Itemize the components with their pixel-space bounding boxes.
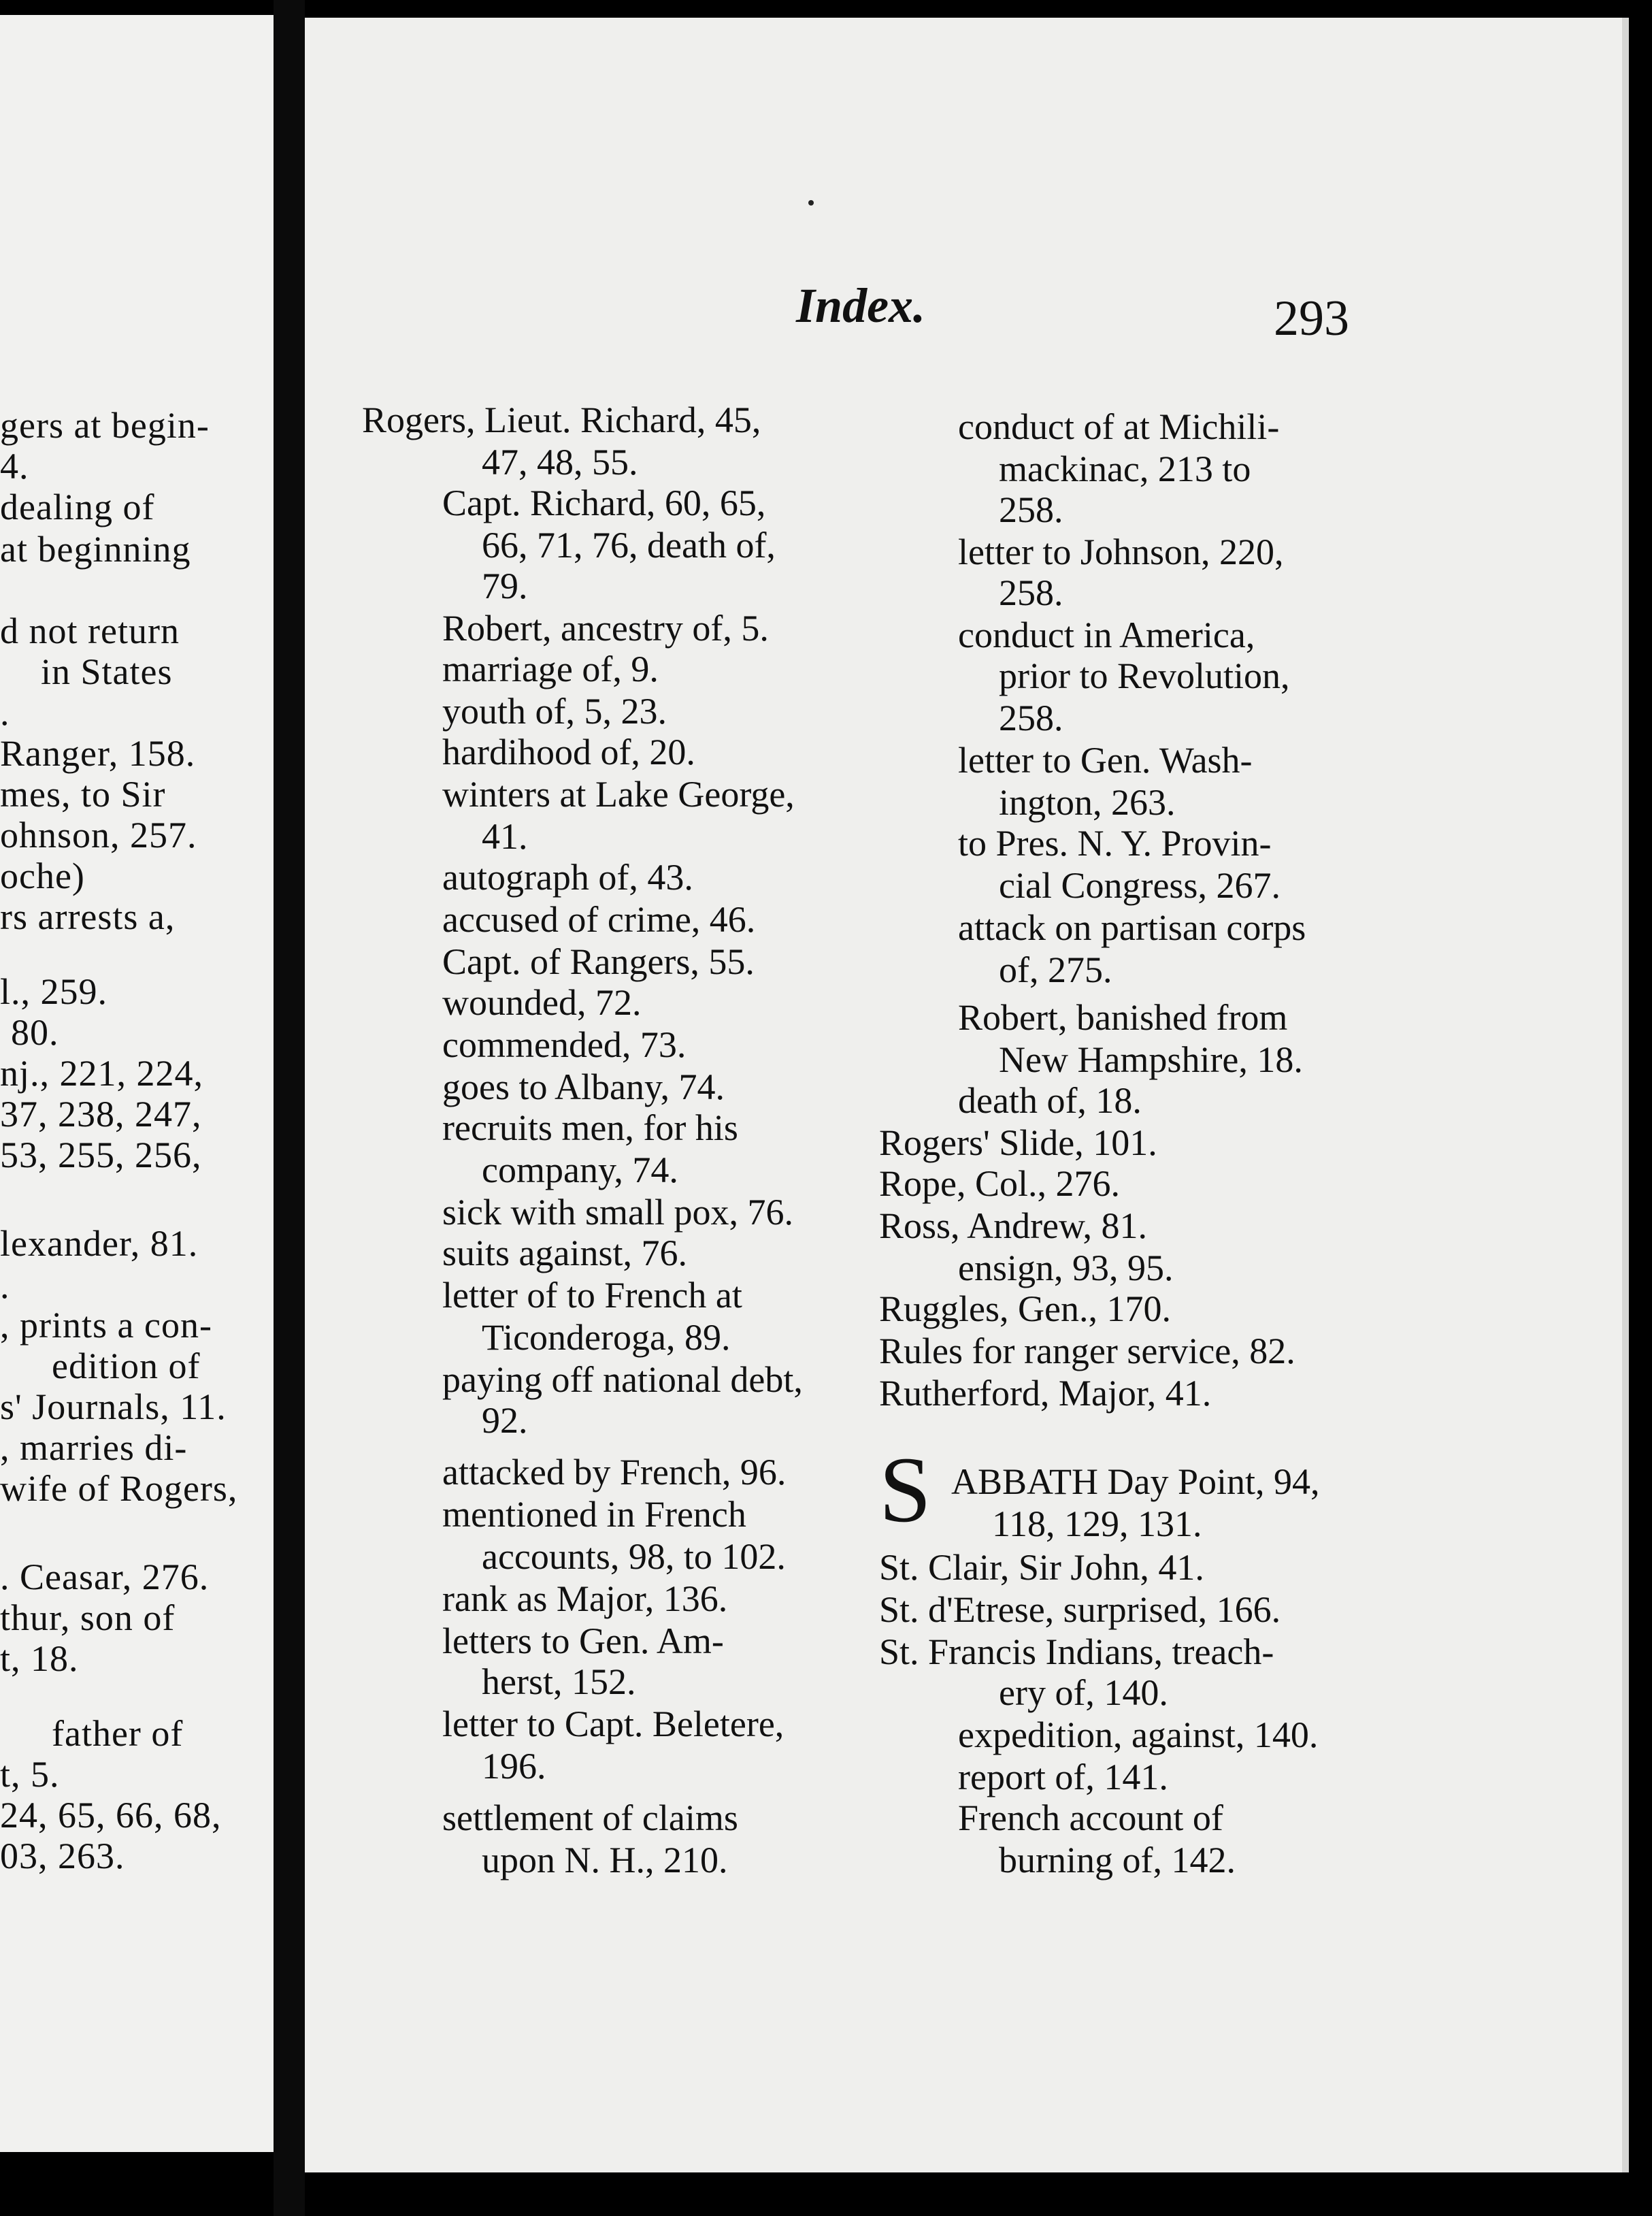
index-entry: winters at Lake George,	[442, 774, 795, 815]
left-line: nj., 221, 224,	[0, 1053, 204, 1094]
left-line: t, 5.	[0, 1754, 60, 1795]
left-line: in States	[41, 651, 173, 692]
index-entry: Ruggles, Gen., 170.	[879, 1288, 1171, 1329]
index-entry: attacked by French, 96.	[442, 1452, 787, 1493]
index-entry: St. d'Etrese, surprised, 166.	[879, 1589, 1281, 1630]
index-entry: St. Francis Indians, treach-	[879, 1631, 1274, 1672]
index-entry: conduct of at Michili-	[958, 406, 1280, 447]
drop-cap-s: S	[879, 1437, 931, 1542]
left-line: lexander, 81.	[0, 1223, 199, 1264]
index-entry: 118, 129, 131.	[992, 1503, 1202, 1544]
index-entry: 196.	[482, 1746, 546, 1787]
index-entry: ensign, 93, 95.	[958, 1248, 1174, 1288]
index-entry: 258.	[999, 572, 1063, 613]
index-entry: conduct in America,	[958, 615, 1255, 655]
index-entry: letters to Gen. Am-	[442, 1620, 724, 1661]
index-entry: goes to Albany, 74.	[442, 1066, 725, 1107]
index-entry: 92.	[482, 1400, 528, 1441]
left-line: .	[0, 1265, 10, 1306]
index-entry: Robert, banished from	[958, 997, 1288, 1038]
index-entry: 258.	[999, 489, 1063, 530]
index-entry: burning of, 142.	[999, 1840, 1236, 1880]
index-entry: hardihood of, 20.	[442, 732, 695, 772]
index-entry: Capt. Richard, 60, 65,	[442, 483, 766, 523]
left-line: s' Journals, 11.	[0, 1386, 227, 1427]
index-entry: Rogers' Slide, 101.	[879, 1122, 1157, 1163]
page-edge	[1622, 18, 1629, 2172]
running-head-title: Index.	[796, 278, 926, 333]
index-entry: upon N. H., 210.	[482, 1840, 728, 1880]
left-line: ohnson, 257.	[0, 815, 197, 856]
index-entry: youth of, 5, 23.	[442, 691, 667, 732]
right-page	[305, 18, 1622, 2172]
index-entry: settlement of claims	[442, 1797, 738, 1838]
index-entry: suits against, 76.	[442, 1233, 687, 1273]
left-line: , marries di-	[0, 1427, 188, 1468]
index-entry: Ross, Andrew, 81.	[879, 1205, 1148, 1246]
left-line: at beginning	[0, 529, 191, 570]
index-entry: ington, 263.	[999, 782, 1176, 823]
index-entry: Rogers, Lieut. Richard, 45,	[362, 400, 761, 440]
left-line: rs arrests a,	[0, 896, 176, 937]
left-line: .	[0, 692, 10, 733]
index-entry: New Hampshire, 18.	[999, 1039, 1303, 1080]
index-entry: Rules for ranger service, 82.	[879, 1331, 1295, 1371]
index-entry: 41.	[482, 816, 528, 857]
left-line: thur, son of	[0, 1597, 176, 1638]
left-line: 4.	[0, 446, 29, 487]
left-line: 24, 65, 66, 68,	[0, 1795, 222, 1836]
left-line: t, 18.	[0, 1638, 79, 1679]
index-entry: ABBATH Day Point, 94,	[951, 1461, 1320, 1502]
index-entry: Rope, Col., 276.	[879, 1163, 1121, 1204]
print-speck	[808, 200, 814, 206]
index-entry: to Pres. N. Y. Provin-	[958, 823, 1272, 864]
index-entry: herst, 152.	[482, 1661, 636, 1702]
index-entry: ery of, 140.	[999, 1672, 1168, 1713]
index-entry: mentioned in French	[442, 1494, 746, 1535]
left-line: gers at begin-	[0, 405, 210, 446]
index-entry: French account of	[958, 1797, 1223, 1838]
left-line: dealing of	[0, 487, 155, 527]
index-entry: of, 275.	[999, 949, 1112, 990]
index-entry: wounded, 72.	[442, 982, 642, 1023]
left-line: 53, 255, 256,	[0, 1135, 202, 1175]
left-line: , prints a con-	[0, 1305, 212, 1346]
index-entry: letter of to French at	[442, 1275, 742, 1316]
index-entry: mackinac, 213 to	[999, 449, 1251, 489]
index-entry: rank as Major, 136.	[442, 1578, 728, 1619]
index-entry: death of, 18.	[958, 1080, 1142, 1121]
index-entry: commended, 73.	[442, 1024, 687, 1065]
left-line: father of	[52, 1713, 184, 1754]
index-entry: paying off national debt,	[442, 1359, 803, 1400]
left-line: . Ceasar, 276.	[0, 1557, 210, 1597]
left-line: l., 259.	[0, 971, 108, 1012]
left-line: mes, to Sir	[0, 774, 166, 815]
left-line: d not return	[0, 610, 180, 651]
book-gutter	[274, 0, 305, 2216]
index-entry: Rutherford, Major, 41.	[879, 1373, 1212, 1414]
index-entry: letter to Gen. Wash-	[958, 740, 1253, 781]
left-page	[0, 15, 274, 2152]
left-line: wife of Rogers,	[0, 1468, 238, 1509]
left-line: oche)	[0, 856, 85, 896]
index-entry: cial Congress, 267.	[999, 865, 1281, 906]
left-line: 37, 238, 247,	[0, 1094, 202, 1135]
left-line: 03, 263.	[0, 1836, 125, 1876]
index-entry: accused of crime, 46.	[442, 899, 756, 940]
index-entry: letter to Capt. Beletere,	[442, 1704, 784, 1744]
left-line: edition of	[52, 1346, 201, 1386]
index-entry: sick with small pox, 76.	[442, 1192, 793, 1233]
index-entry: expedition, against, 140.	[958, 1714, 1319, 1755]
index-entry: letter to Johnson, 220,	[958, 532, 1284, 572]
index-entry: 47, 48, 55.	[482, 442, 638, 483]
left-line: Ranger, 158.	[0, 733, 196, 774]
index-entry: accounts, 98, to 102.	[482, 1536, 786, 1577]
index-entry: 258.	[999, 698, 1063, 738]
index-entry: 66, 71, 76, death of,	[482, 525, 776, 566]
left-line: 80.	[11, 1012, 59, 1053]
index-entry: 79.	[482, 566, 528, 606]
index-entry: autograph of, 43.	[442, 857, 693, 898]
index-entry: marriage of, 9.	[442, 649, 659, 689]
index-entry: Robert, ancestry of, 5.	[442, 608, 769, 649]
index-entry: prior to Revolution,	[999, 655, 1290, 696]
index-entry: recruits men, for his	[442, 1107, 738, 1148]
index-entry: Ticonderoga, 89.	[482, 1317, 731, 1358]
index-entry: report of, 141.	[958, 1757, 1168, 1797]
page-number: 293	[1274, 291, 1349, 346]
index-entry: St. Clair, Sir John, 41.	[879, 1547, 1204, 1588]
index-entry: company, 74.	[482, 1150, 678, 1190]
index-entry: attack on partisan corps	[958, 907, 1306, 948]
index-entry: Capt. of Rangers, 55.	[442, 941, 755, 982]
